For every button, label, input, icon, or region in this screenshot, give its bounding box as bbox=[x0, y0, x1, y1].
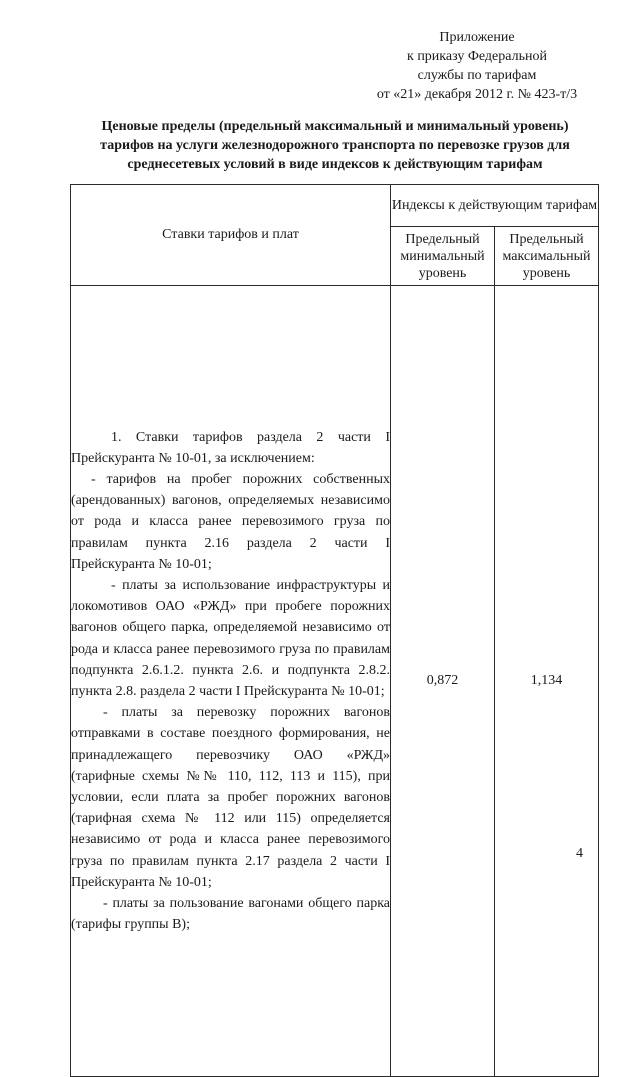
indices-group-header: Индексы к действующим тарифам bbox=[391, 185, 599, 227]
rates-paragraph-5: - платы за пользование вагонами общего парка (тарифы группы В); bbox=[71, 896, 390, 933]
document-title bbox=[70, 117, 600, 174]
min-value-cell: 0,872 bbox=[391, 286, 495, 1077]
tariff-table bbox=[70, 184, 599, 1077]
table-row bbox=[71, 286, 599, 1077]
table-header-row bbox=[71, 185, 599, 227]
rates-description-cell bbox=[71, 286, 391, 1077]
title-line-2: тарифов на услуги железнодорожного транспорта по перевозке грузов для bbox=[100, 138, 570, 153]
rates-column-header: Ставки тарифов и плат bbox=[71, 185, 391, 286]
appendix-block bbox=[352, 28, 602, 104]
rates-paragraph-4: - платы за перевозку порожних вагонов отправками в составе поездного формирования, не принадлежащего перевозчику ОАО «РЖД» (тарифные схемы №№ 110, 112, 113 и 115), при условии, если плата за пробег порожних вагонов (тарифная схема № 112 или 115) определяется независимо от рода и класса ранее перевозимого груза по правилам пункта 2.17 раздела 2 части I Прейскуранта № 10-01; bbox=[71, 705, 390, 890]
max-value-cell: 1,134 bbox=[495, 286, 599, 1077]
rates-paragraph-2: - тарифов на пробег порожних собственных (арендованных) вагонов, определяемых независимо от рода и класса ранее перевозимого груза по правилам пункта 2.16 раздела 2 части I Прейскуранта № 10-01; bbox=[71, 471, 390, 572]
appendix-date-line: от «21» декабря 2012 г. № 423-т/3 bbox=[376, 87, 578, 102]
appendix-title: Приложение bbox=[439, 30, 515, 45]
title-line-3: среднесетевых условий в виде индексов к действующим тарифам bbox=[127, 157, 543, 172]
appendix-order-line: к приказу Федеральной bbox=[407, 49, 547, 64]
rates-paragraph-1: 1. Ставки тарифов раздела 2 части I Прейскуранта № 10-01, за исключением: bbox=[71, 429, 390, 466]
rates-paragraph-3: - платы за использование инфраструктуры и локомотивов ОАО «РЖД» при пробеге порожних вагонов общего парка, определяемой независимо от рода и класса ранее перевозимого груза по правилам подпункта 2.6.1.2. пункта 2.6. и подпункта 2.8.2. пункта 2.8. раздела 2 части I Прейскуранта № 10-01; bbox=[71, 577, 390, 699]
appendix-service-line: службы по тарифам bbox=[417, 68, 537, 83]
page-number: 4 bbox=[576, 846, 583, 861]
max-level-header: Предельный максимальный уровень bbox=[495, 227, 599, 286]
title-line-1: Ценовые пределы (предельный максимальный и минимальный уровень) bbox=[101, 119, 569, 134]
min-level-header: Предельный минимальный уровень bbox=[391, 227, 495, 286]
